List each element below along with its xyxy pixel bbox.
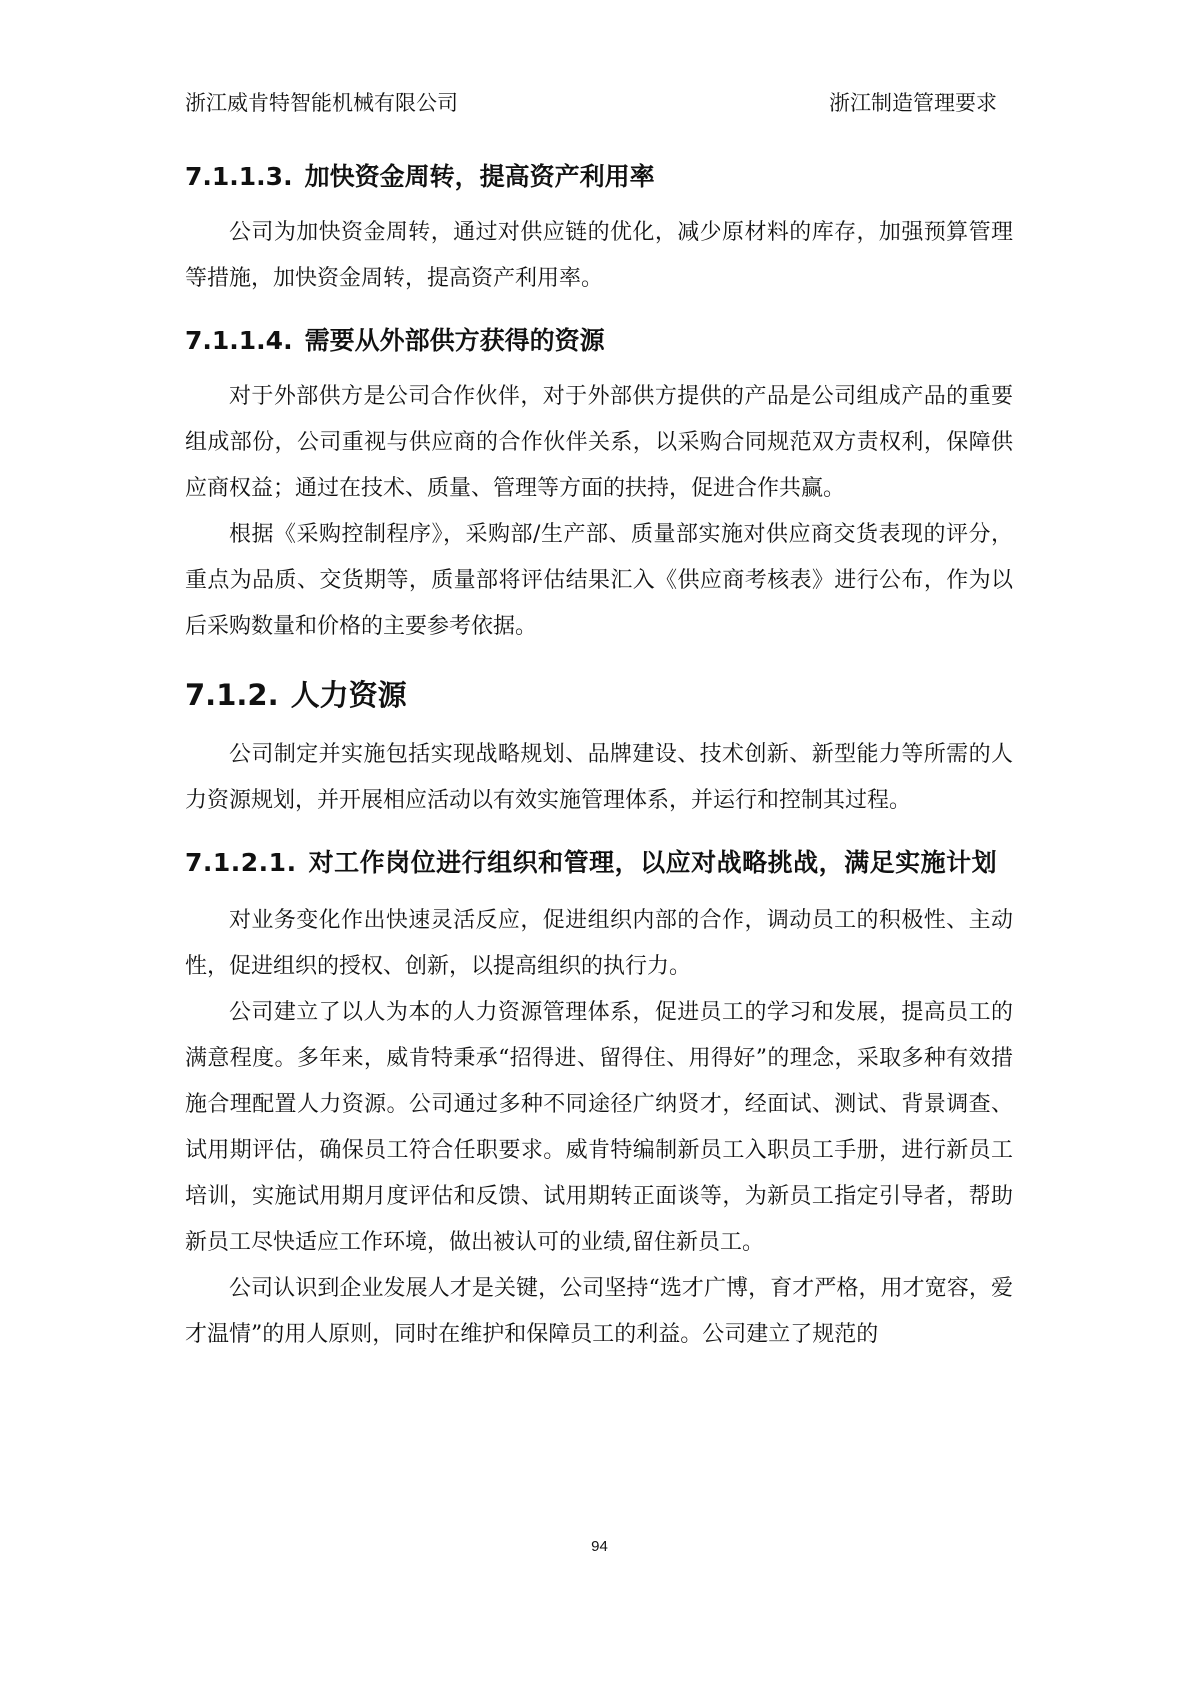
paragraph: 公司建立了以人为本的人力资源管理体系，促进员工的学习和发展，提高员工的满意程度。多年来，威肯特秉承“招得进、留得住、用得好”的理念，采取多种有效措施合理配置人力资源。公司通过多种不同途径广纳贤才，经面试、测试、背景调查、试用期评估，确保员工符合任职要求。威肯特编制新员工入职员工手册，进行新员工培训，实施试用期月度评估和反馈、试用期转正面谈等，为新员工指定引导者，帮助新员工尽快适应工作环境，做出被认可的业绩,留住新员工。 xyxy=(185,1000,1013,1255)
paragraph: 根据《采购控制程序》，采购部/生产部、质量部实施对供应商交货表现的评分，重点为品质、交货期等，质量部将评估结果汇入《供应商考核表》进行公布，作为以后采购数量和价格的主要参考依据。 xyxy=(185,522,1013,639)
section-title: 对工作岗位进行组织和管理，以应对战略挑战，满足实施计划 xyxy=(308,848,998,877)
header-document-title: 浙江制造管理要求 xyxy=(829,91,997,115)
paragraph: 公司认识到企业发展人才是关键，公司坚持“选才广博，育才严格，用才宽容，爱才温情”的用人原则，同时在维护和保障员工的利益。公司建立了规范的 xyxy=(185,1276,1013,1347)
section-number: 7.1.2. xyxy=(185,678,279,712)
paragraph: 对业务变化作出快速灵活反应，促进组织内部的合作，调动员工的积极性、主动性，促进组织的授权、创新，以提高组织的执行力。 xyxy=(185,908,1013,979)
page-content xyxy=(185,146,1013,1358)
section-heading-7-1-1-4 xyxy=(185,310,1013,372)
section-heading-7-1-2-1 xyxy=(185,830,1013,896)
section-title: 人力资源 xyxy=(290,678,407,712)
page-header xyxy=(185,86,997,120)
header-company-name: 浙江威肯特智能机械有限公司 xyxy=(185,91,458,115)
page-number: 94 xyxy=(591,1538,608,1555)
paragraph: 公司制定并实施包括实现战略规划、品牌建设、技术创新、新型能力等所需的人力资源规划，并开展相应活动以有效实施管理体系，并运行和控制其过程。 xyxy=(185,742,1013,813)
section-number: 7.1.1.3. xyxy=(185,162,293,191)
paragraph: 公司为加快资金周转，通过对供应链的优化，减少原材料的库存，加强预算管理等措施，加快资金周转，提高资产利用率。 xyxy=(185,220,1013,291)
section-number: 7.1.1.4. xyxy=(185,326,293,355)
section-number: 7.1.2.1. xyxy=(185,848,297,877)
section-heading-7-1-2 xyxy=(185,660,1013,730)
section-heading-7-1-1-3 xyxy=(185,146,1013,208)
paragraph: 对于外部供方是公司合作伙伴，对于外部供方提供的产品是公司组成产品的重要组成部份，公司重视与供应商的合作伙伴关系，以采购合同规范双方责权利，保障供应商权益；通过在技术、质量、管理等方面的扶持，促进合作共赢。 xyxy=(185,384,1013,501)
section-title: 需要从外部供方获得的资源 xyxy=(304,326,605,355)
section-title: 加快资金周转，提高资产利用率 xyxy=(304,162,655,191)
